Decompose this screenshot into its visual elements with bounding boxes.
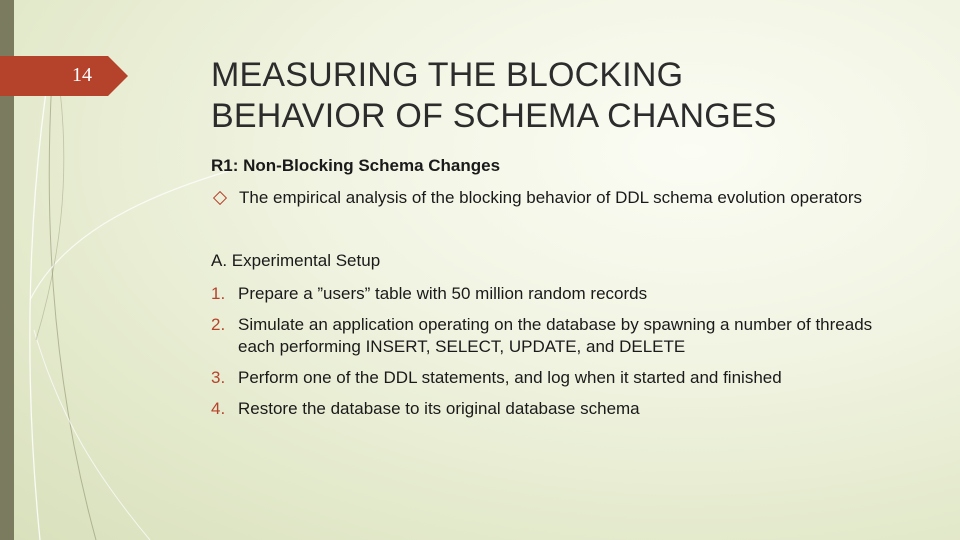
slide-number: 14: [72, 64, 92, 86]
bullet-text: The empirical analysis of the blocking behavior of DDL schema evolution operators: [239, 188, 863, 207]
step-number: 3.: [211, 368, 226, 387]
title-line-2: BEHAVIOR OF SCHEMA CHANGES: [211, 97, 777, 135]
step-text: Simulate an application operating on the database by spawning a number of threads each performing INSERT, SELECT, UPDATE, and DELETE: [238, 315, 873, 356]
section-heading: A. Experimental Setup: [211, 251, 381, 270]
step-text: Perform one of the DDL statements, and log when it started and finished: [238, 368, 782, 387]
step-number: 4.: [211, 399, 226, 418]
slide-title: [211, 55, 931, 137]
steps-list: [211, 283, 911, 429]
list-item: [211, 398, 911, 420]
requirement-heading: R1: Non-Blocking Schema Changes: [211, 156, 501, 175]
diamond-bullet-icon: [213, 191, 227, 205]
title-line-1: MEASURING THE BLOCKING: [211, 56, 684, 94]
list-item: [211, 367, 911, 389]
list-item: [211, 314, 911, 358]
list-item: [211, 283, 911, 305]
step-number: 2.: [211, 315, 226, 334]
bullet-item: [214, 188, 862, 208]
step-text: Prepare a ”users” table with 50 million random records: [238, 284, 648, 303]
step-text: Restore the database to its original database schema: [238, 399, 640, 418]
step-number: 1.: [211, 284, 226, 303]
